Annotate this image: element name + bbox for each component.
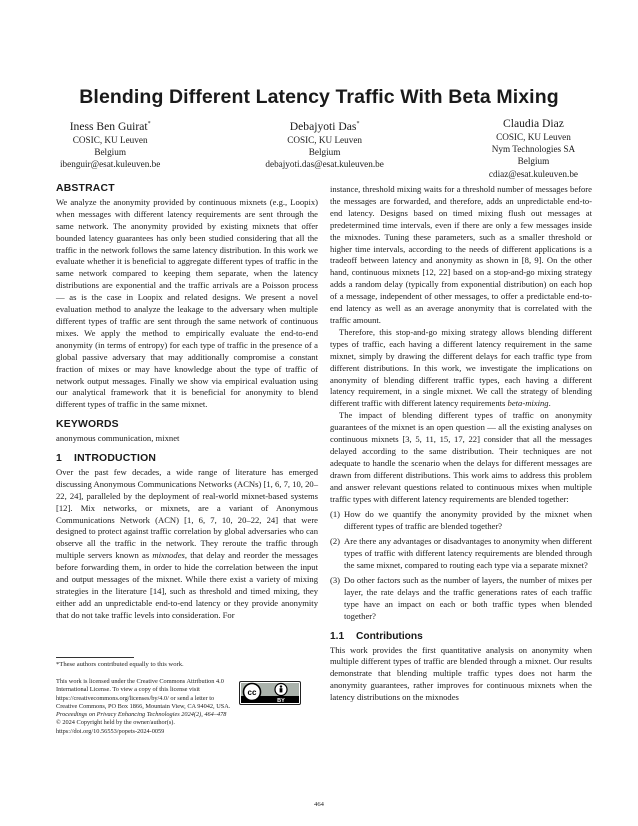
intro-paragraph: Over the past few decades, a wide range of literature has emerged discussing Anonymous Communications Networks (ACNs) [1, 6, 7, 10, 20–22, 24], paralleled by the deployment of real-world mixnet-based systems [12]. Mix networks, or mixnets, are a variant of Anonymous Communications Network (ACN) [1, 6, 7, 10, 20–22, 24] that were designed to protect against traffic correlation by global adversaries who can observe all the traffic in the network. They reroute the traffic through multiple servers known as mixnodes, that delay and reorder the messages before forwarding them, in order to hide the correlation between the input and output messages of the mixnet. While there exist a variety of mixing strategies in the literature [14], such as threshold and timed mixing, they either add an unpredictable end-to-end latency or they provide anonymity that do not take traffic levels into consideration. For: [56, 466, 318, 620]
intro-heading: INTRODUCTION: [74, 453, 157, 465]
contributions-text: This work provides the first quantitative analysis on anonymity when multiple different types of traffic are blended through a mixnet. Our results demonstrate that blending multiple traffic types does not harm the anonymity guarantees, rather improves for continuous mixnets when the latency distributions on the mixnodes: [330, 644, 592, 703]
intro-section: [56, 453, 318, 622]
keywords-heading: KEYWORDS: [56, 419, 119, 431]
cc-by-logo: [239, 681, 301, 705]
author-country: Belgium: [308, 147, 341, 158]
copyright-line: © 2024 Copyright held by the owner/author(s).: [56, 719, 175, 727]
author-affiliation: COSIC, KU Leuven: [72, 134, 148, 145]
footnote: *These authors contributed equally to this work.: [56, 661, 184, 668]
list-item: (3) Do other factors such as the number of layers, the number of mixes per layer, the rate delays and the traffic generations rates of each traffic type have an impact on each or both traffic types when blended together?: [330, 575, 592, 621]
author-affiliation: COSIC, KU Leuven: [496, 132, 571, 142]
abstract-section: [56, 183, 318, 411]
right-column: [330, 184, 592, 704]
keywords-text: anonymous communication, mixnet: [56, 433, 180, 444]
author-country: Belgium: [94, 147, 126, 158]
equal-contrib-mark: *: [147, 121, 151, 127]
mixnodes-term: mixnodes: [152, 550, 185, 561]
author-email: ibenguir@esat.kuleuven.be: [60, 159, 161, 170]
body-paragraph: Therefore, this stop-and-go mixing strategy allows blending different types of traffic, each having a different latency requirement in the same mixnet, simply by drawing the different delays for each traffic type from different distributions. In this work, we investigate the implications on anonymity of blending different traffic types, each having a different latency requirement, in a single mixnet. We call the strategy of blending different traffic with different latency requirements beta-mixing.: [330, 326, 592, 409]
footnote-rule: [56, 657, 134, 658]
author-affiliation: COSIC, KU Leuven: [287, 134, 362, 145]
keywords-section: [56, 419, 318, 445]
body-paragraph: The impact of blending different types of traffic on anonymity guarantees of the mixnet is an open question — all the existing analyses on continuous mixnets [3, 5, 11, 15, 17, 22] consider that all the messages delayed according to the same distribution. Their techniques are not adequate to handle the scenario when the delays for different messages are drawn from different distributions. This work aims to address this problem and answer relevant questions related to continuous mixes when multiple traffic types with different latency requirements are blended together:: [330, 410, 592, 504]
research-questions: [330, 509, 592, 622]
author-name: Iness Ben Guirat: [69, 119, 148, 133]
abstract-heading: ABSTRACT: [56, 183, 115, 194]
doi-link[interactable]: https://doi.org/10.56553/popets-2024-0059: [56, 727, 165, 735]
author-affiliation-2: Nym Technologies SA: [491, 144, 576, 155]
subsection-number: 1.1: [330, 630, 345, 642]
author-1: [60, 117, 160, 180]
paper-title: Blending Different Latency Traffic With Beta Mixing: [79, 86, 559, 108]
svg-text:cc: cc: [247, 688, 257, 697]
proceedings-line: Proceedings on Privacy Enhancing Technologies 2024(2), 464–478: [56, 711, 227, 719]
page-number: 464: [314, 801, 324, 808]
author-email: cdiaz@esat.kuleuven.be: [488, 168, 578, 179]
author-block: [60, 117, 578, 180]
equal-contrib-mark: *: [356, 121, 360, 127]
abstract-text: We analyze the anonymity provided by continuous mixnets (e.g., Loopix) when messages with different latency requirements are sent through the same network. The anonymity provided by existing mixnets that offer bounded latency guarantees has only been studied considering that all the traffic in the network follows the same latency distribution. In this work we evaluate whether it is beneficial to aggregate different types of traffic in the same network compared to keeping them separate, when the latency distributions are exponential and the traffic arrivals are a Poisson process — as is the case in Loopix and related designs. We present a novel evaluation method to analyze the leakage to the adversary when multiple different types of traffic are sent through the same network of continuous mixes. We apply the method to empirically evaluate the end-to-end anonymity (in terms of entropy) for each type of traffic in the presence of a global passive adversary that may additionally compromise a constant fraction of mixes or may have knowledge about the type of traffic of network output messages. Finally we show via empirical evaluation using our analytical framework that it is beneficial for anonymity to blend different types of traffic in the same mixnet.: [56, 196, 318, 410]
beta-mixing-term: beta-mixing: [507, 398, 549, 409]
contributions-heading: 1.1 Contributions: [330, 630, 423, 642]
author-2: [265, 117, 383, 180]
license-text: This work is licensed under the Creative Commons Attribution 4.0 International License. To view a copy of this license visit https://creativecommons.org/licenses/by/4.0/ or send a letter to Creative Commons, PO Box 1866, Mountain View, CA 94042, USA.: [56, 678, 231, 710]
section-number: 1: [56, 453, 62, 465]
author-name: Claudia Diaz: [503, 117, 564, 130]
body-paragraph: instance, threshold mixing waits for a threshold number of messages before the messages are forwarded, and therefore, adds an unpredictable end-to-end latency. Designs based on timed mixing flush out messages at predetermined time intervals, even if there are only a few messages inside the mixnodes. Tuning these parameters, such as a smaller threshold or higher time intervals, according to the needs of different applications is a tradeoff between latency and anonymity as shown in [8, 9]. On the other hand, continuous mixnets [12, 22] based on a stop-and-go mixing strategy adds a random delay (typically from exponential distribution) on each hop of a message, independent of other messages, to offer a predictable end-to-end latency as well as an average anonymity that is correlated with the traffic amount.: [330, 184, 592, 325]
cc-by-label: BY: [277, 698, 285, 704]
list-item: (1) How do we quantify the anonymity provided by the mixnet when different types of traffic are blended together?: [330, 509, 592, 532]
author-name: Debajyoti Das: [289, 119, 357, 133]
list-item: (2) Are there any advantages or disadvantages to anonymity when different types of traffic with different latency requirements are blended through the same mixnet, compared to routing each type via a separate mixnet?: [330, 536, 592, 571]
left-column: [56, 183, 318, 622]
author-email: debajyoti.das@esat.kuleuven.be: [265, 159, 384, 170]
author-3: [489, 117, 578, 180]
author-country: Belgium: [517, 156, 550, 167]
